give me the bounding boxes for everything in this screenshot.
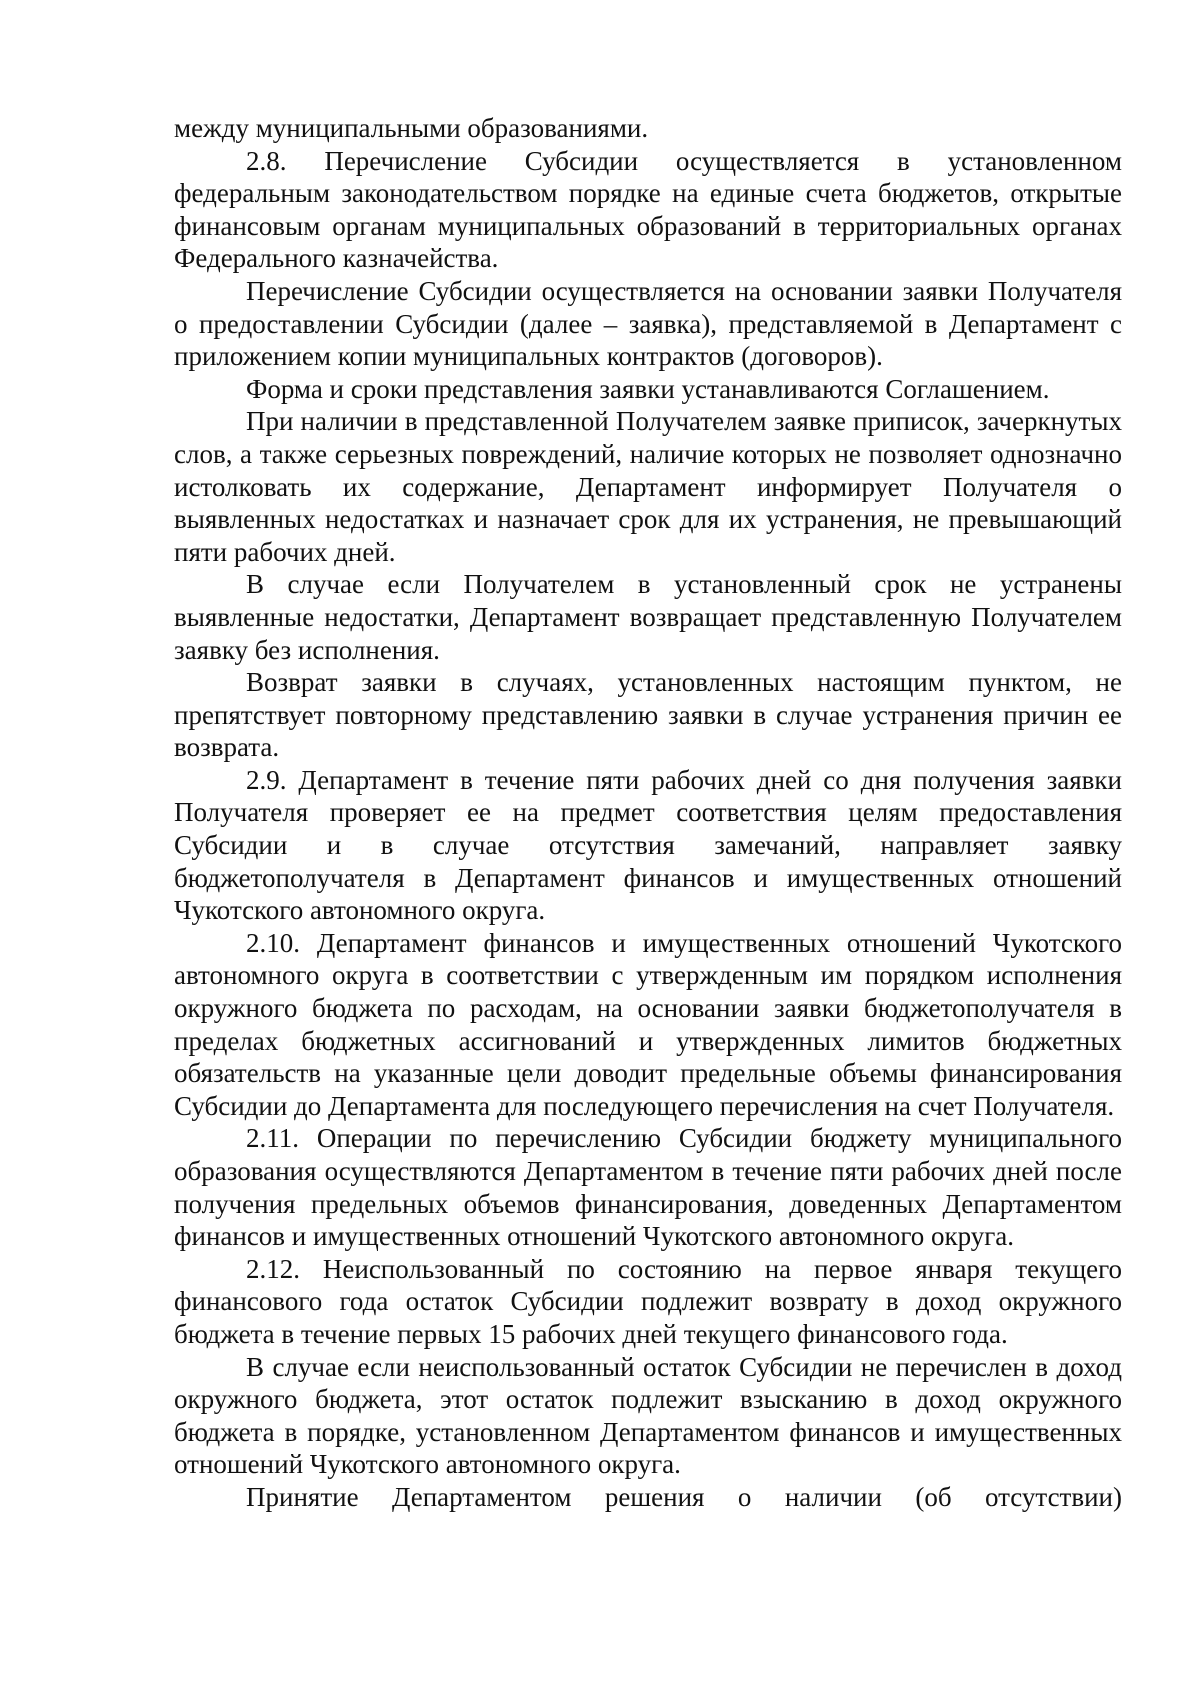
paragraph-2-11: 2.11. Операции по перечислению Субсидии бюджету муниципального образования осуществляются Департаментом в течение пяти рабочих дней после получения предельных объемов финансирования, доведенных Департаментом финансов и имущественных отношений Чукотского автономного округа. <box>174 1123 1122 1252</box>
document-page <box>174 112 1122 1514</box>
paragraph-request-form: Форма и сроки представления заявки устанавливаются Соглашением. <box>246 373 1050 404</box>
paragraph-unused-balance-recovery: В случае если неиспользованный остаток Субсидии не перечислен в доход окружного бюджета, этот остаток подлежит взысканию в доход окружного бюджета в порядке, установленном Департаментом финансов и имущественных отношений Чукотского автономного округа. <box>174 1351 1122 1480</box>
paragraph-2-12: 2.12. Неиспользованный по состоянию на первое января текущего финансового года остаток Субсидии подлежит возврату в доход окружного бюджета в течение первых 15 рабочих дней текущего финансового года. <box>174 1253 1122 1349</box>
paragraph-continuation: между муниципальными образованиями. <box>174 113 649 143</box>
paragraph-transfer-basis: Перечисление Субсидии осуществляется на основании заявки Получателя о предоставлении Субсидии (далее – заявка), представляемой в Департамент с приложением копии муниципальных контрактов (договоров). <box>174 275 1122 372</box>
paragraph-request-defects: При наличии в представленной Получателем заявке приписок, зачеркнутых слов, а также серьезных повреждений, наличие которых не позволяет однозначно истолковать их содержание, Департамент информирует Получателя о выявленных недостатках и назначает срок для их устранения, не превышающий пяти рабочих дней. <box>174 406 1122 567</box>
paragraph-2-8: 2.8. Перечисление Субсидии осуществляется в установленном федеральным законодательством порядке на единые счета бюджетов, открытые финансовым органам муниципальных образований в территориальных органах Федерального казначейства. <box>174 145 1122 274</box>
paragraph-2-10: 2.10. Департамент финансов и имущественных отношений Чукотского автономного округа в соответствии с утвержденным им порядком исполнения окружного бюджета по расходам, на основании заявки бюджетополучателя в пределах бюджетных ассигнований и утвержденных лимитов бюджетных обязательств на указанные цели доводит предельные объемы финансирования Субсидии до Департамента для последующего перечисления на счет Получателя. <box>174 927 1122 1121</box>
paragraph-request-return: В случае если Получателем в установленный срок не устранены выявленные недостатки, Департамент возвращает представленную Получателем заявку без исполнения. <box>174 569 1122 665</box>
paragraph-decision-start: Принятие Департаментом решения о наличии (об отсутствии) <box>246 1481 1122 1512</box>
paragraph-return-resubmission: Возврат заявки в случаях, установленных настоящим пунктом, не препятствует повторному представлению заявки в случае устранения причин ее возврата. <box>174 667 1122 763</box>
paragraph-2-9: 2.9. Департамент в течение пяти рабочих дней со дня получения заявки Получателя проверяет ее на предмет соответствия целям предоставления Субсидии и в случае отсутствия замечаний, направляет заявку бюджетополучателя в Департамент финансов и имущественных отношений Чукотского автономного округа. <box>174 764 1122 926</box>
